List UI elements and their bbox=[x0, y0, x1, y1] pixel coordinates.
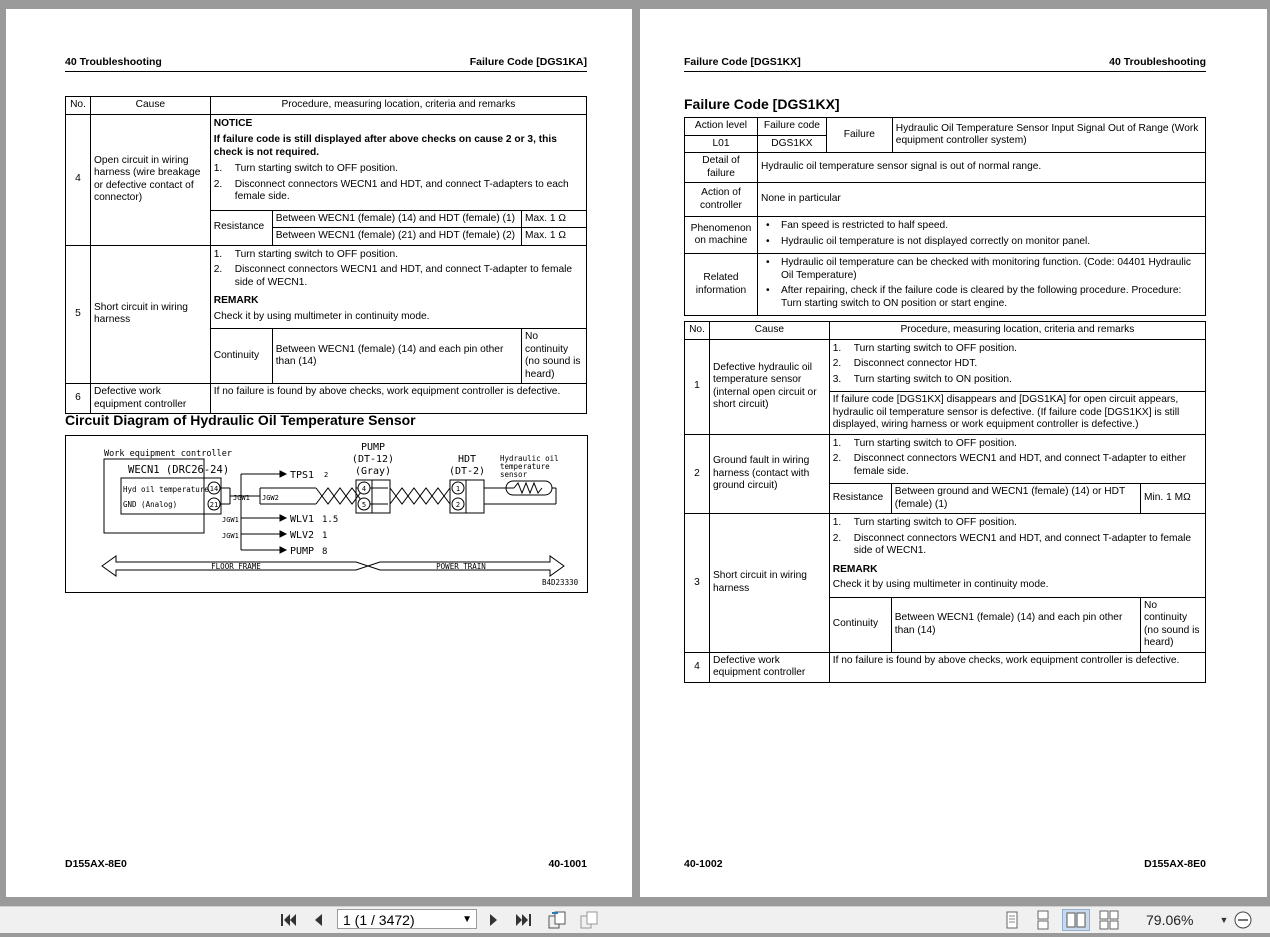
check-item: Between WECN1 (female) (21) and HDT (female) (2) bbox=[272, 228, 521, 246]
detail: Hydraulic oil temperature sensor signal is out of normal range. bbox=[757, 153, 1205, 183]
row-no: 4 bbox=[66, 114, 91, 245]
check-value: No continuity (no sound is heard) bbox=[522, 329, 587, 384]
table-header-row bbox=[66, 97, 587, 115]
failure-title: Failure Code [DGS1KX] bbox=[684, 96, 840, 112]
info-row bbox=[685, 118, 1206, 136]
diagram-title: Circuit Diagram of Hydraulic Oil Temperature Sensor bbox=[65, 412, 416, 428]
col-procedure: Procedure, measuring location, criteria and remarks bbox=[210, 97, 586, 115]
check-item: Between WECN1 (female) (14) and each pin other than (14) bbox=[891, 597, 1140, 652]
failure-label: Failure bbox=[826, 118, 892, 153]
zoom-level[interactable]: 79.06% bbox=[1146, 912, 1194, 928]
row-no: 4 bbox=[685, 652, 710, 682]
table-row bbox=[685, 434, 1206, 484]
page-dropdown-icon[interactable]: ▼ bbox=[462, 914, 472, 925]
bullet-item: • After repairing, check if the failure code is cleared by the following procedure. Procedure: Turn starting switch to ON position or start engine. bbox=[761, 285, 1202, 310]
page-footer-left: 40-1002 bbox=[684, 858, 723, 870]
table-row bbox=[66, 384, 587, 414]
jgw2-label: JGW2 bbox=[262, 494, 279, 502]
jgw1c-label: JGW1 bbox=[222, 532, 239, 540]
wlv2-pin: 1 bbox=[322, 531, 328, 541]
sensor-label-1: Hydraulic oil bbox=[500, 454, 559, 463]
step: 2. Disconnect connectors WECN1 and HDT, and connect T-adapter to either female side. bbox=[832, 453, 1186, 477]
table-row bbox=[66, 114, 587, 210]
row-procedure: If no failure is found by above checks, work equipment controller is defective. bbox=[829, 652, 1205, 682]
viewer-toolbar bbox=[0, 906, 1270, 933]
notice-title: NOTICE bbox=[213, 117, 253, 129]
pump-out-label: PUMP bbox=[290, 546, 315, 557]
connector-label: WECN1 (DRC26-24) bbox=[128, 464, 230, 476]
header-rule bbox=[684, 71, 1206, 72]
row-cause: Ground fault in wiring harness (contact with ground circuit) bbox=[709, 434, 829, 514]
page-number-input[interactable] bbox=[337, 909, 477, 929]
floor-frame-label: FLOOR FRAME bbox=[211, 562, 261, 571]
step: 3. Turn starting switch to ON position. bbox=[832, 373, 1012, 385]
row-procedure bbox=[829, 514, 1205, 598]
col-cause: Cause bbox=[709, 322, 829, 340]
phenomenon bbox=[757, 217, 1205, 254]
check-label: Continuity bbox=[829, 597, 891, 652]
page-footer-right: 40-1001 bbox=[548, 858, 587, 870]
row-no: 3 bbox=[685, 514, 710, 653]
step: 1. Turn starting switch to OFF position. bbox=[832, 437, 1018, 449]
step: 2. Disconnect connectors WECN1 and HDT, and connect T-adapter to female side of WECN1. bbox=[832, 532, 1192, 556]
row-result: If failure code [DGS1KX] disappears and [DGS1KA] for open circuit appears, hydraulic oil temperature sensor is defective. (If failure code [DGS1KX] is still displayed, wiring harness or work equipment controller is defective.) bbox=[829, 392, 1205, 435]
col-no: No. bbox=[66, 97, 91, 115]
table-row bbox=[685, 514, 1206, 598]
action-level: L01 bbox=[685, 135, 758, 153]
row-no: 2 bbox=[685, 434, 710, 514]
step: 1. Turn starting switch to OFF position. bbox=[213, 248, 398, 260]
row-procedure bbox=[210, 114, 586, 210]
info-row bbox=[685, 217, 1206, 254]
table-header-row bbox=[685, 322, 1206, 340]
row-procedure bbox=[829, 434, 1205, 484]
info-row bbox=[685, 183, 1206, 217]
hdt-conn: (DT-2) bbox=[448, 466, 486, 477]
circuit-diagram bbox=[65, 435, 588, 593]
check-item: Between ground and WECN1 (female) (14) or HDT (female) (1) bbox=[891, 484, 1140, 514]
pin21-label: 21 bbox=[209, 501, 219, 509]
row-procedure: If no failure is found by above checks, work equipment controller is defective. bbox=[210, 384, 586, 414]
table-row bbox=[66, 245, 587, 329]
wlv1-label: WLV1 bbox=[290, 514, 315, 525]
power-train-label: POWER TRAIN bbox=[436, 562, 486, 571]
go-forward-view-icon[interactable] bbox=[578, 909, 602, 931]
pump-pin-b: 5 bbox=[361, 501, 367, 509]
first-page-icon[interactable] bbox=[277, 909, 299, 931]
row-cause: Short circuit in wiring harness bbox=[709, 514, 829, 653]
check-value: Min. 1 MΩ bbox=[1141, 484, 1206, 514]
next-page-icon[interactable] bbox=[483, 909, 505, 931]
signal-label: Hyd oil temperature bbox=[123, 485, 209, 494]
check-label: Resistance bbox=[210, 210, 272, 245]
phenomenon-label: Phenomenon on machine bbox=[685, 217, 758, 254]
step: 1. Turn starting switch to OFF position. bbox=[832, 342, 1018, 354]
notice-text: If failure code is still displayed after above checks on cause 2 or 3, this check is not required. bbox=[213, 134, 557, 158]
prev-page-icon[interactable] bbox=[307, 909, 329, 931]
check-label: Resistance bbox=[829, 484, 891, 514]
pump-color: (Gray) bbox=[354, 466, 392, 477]
info-row bbox=[685, 153, 1206, 183]
col-procedure: Procedure, measuring location, criteria and remarks bbox=[829, 322, 1205, 340]
check-item: Between WECN1 (female) (14) and each pin other than (14) bbox=[272, 329, 521, 384]
page-header-left: Failure Code [DGS1KX] bbox=[684, 56, 801, 68]
row-cause: Short circuit in wiring harness bbox=[90, 245, 210, 384]
table-row bbox=[685, 652, 1206, 682]
col-no: No. bbox=[685, 322, 710, 340]
row-cause: Defective hydraulic oil temperature sensor (internal open circuit or short circuit) bbox=[709, 339, 829, 434]
controller-label: Work equipment controller bbox=[104, 449, 232, 459]
jgw1-label: JGW1 bbox=[233, 494, 250, 502]
step: 2. Disconnect connector HDT. bbox=[832, 358, 978, 369]
step: 1. Turn starting switch to OFF position. bbox=[213, 163, 398, 174]
cause-table bbox=[684, 321, 1206, 683]
row-procedure bbox=[210, 245, 586, 329]
continuous-page-icon[interactable] bbox=[1031, 909, 1055, 931]
page-number-value: 1 (1 / 3472) bbox=[343, 912, 415, 928]
page-header-right: 40 Troubleshooting bbox=[1109, 56, 1206, 68]
action-label: Action of controller bbox=[685, 183, 758, 217]
cause-table bbox=[65, 96, 587, 414]
failure-code-label: Failure code bbox=[757, 118, 826, 136]
pin14-label: 14 bbox=[209, 485, 219, 493]
row-cause: Open circuit in wiring harness (wire breakage or defective contact of connector) bbox=[90, 114, 210, 245]
check-label: Continuity bbox=[210, 329, 272, 384]
row-no: 6 bbox=[66, 384, 91, 414]
remark-title: REMARK bbox=[832, 563, 878, 575]
remark-title: REMARK bbox=[213, 295, 259, 306]
circuit-diagram-svg bbox=[66, 436, 587, 592]
bullet-item: • Hydraulic oil temperature is not displayed correctly on monitor panel. bbox=[761, 236, 1202, 249]
col-cause: Cause bbox=[90, 97, 210, 115]
step: 2. Disconnect connectors WECN1 and HDT, and connect T-adapter to female side of WECN1. bbox=[213, 264, 573, 288]
remark-text: Check it by using multimeter in continuity mode. bbox=[213, 310, 430, 322]
hdt-pin-b: 2 bbox=[455, 501, 461, 509]
info-row bbox=[685, 254, 1206, 316]
row-no: 1 bbox=[685, 339, 710, 434]
action-level-label: Action level bbox=[685, 118, 758, 136]
sensor-label-3: sensor bbox=[500, 470, 528, 479]
sensor-label-2: temperature bbox=[500, 462, 550, 471]
page-header-right: Failure Code [DGS1KA] bbox=[469, 56, 587, 68]
two-page-icon[interactable] bbox=[1062, 909, 1090, 931]
action: None in particular bbox=[757, 183, 1205, 217]
hdt-pin-a: 1 bbox=[455, 485, 461, 493]
check-value: No continuity (no sound is heard) bbox=[1141, 597, 1206, 652]
related-info bbox=[757, 254, 1205, 316]
jgw1b-label: JGW1 bbox=[222, 516, 239, 524]
remark-text: Check it by using multimeter in continuity mode. bbox=[832, 579, 1049, 590]
bullet-item: • Hydraulic oil temperature can be checked with monitoring function. (Code: 04401 Hydraulic Oil Temperature) bbox=[761, 257, 1202, 282]
row-cause: Defective work equipment controller bbox=[709, 652, 829, 682]
right-page bbox=[640, 9, 1267, 897]
tps1-pin: 2 bbox=[324, 471, 329, 479]
zoom-out-icon[interactable] bbox=[1232, 909, 1254, 931]
left-page bbox=[6, 9, 632, 897]
step: 1. Turn starting switch to OFF position. bbox=[832, 517, 1018, 528]
check-value: Max. 1 Ω bbox=[522, 210, 587, 228]
pump-out-pin: 8 bbox=[322, 547, 328, 557]
header-rule bbox=[65, 71, 587, 72]
single-page-icon[interactable] bbox=[1000, 909, 1024, 931]
pump-name: PUMP bbox=[360, 442, 386, 453]
two-page-continuous-icon[interactable] bbox=[1097, 909, 1121, 931]
page-footer-right: D155AX-8E0 bbox=[1144, 858, 1206, 870]
gnd-label: GND (Analog) bbox=[123, 500, 178, 509]
failure-info-table bbox=[684, 117, 1206, 316]
page-header-left: 40 Troubleshooting bbox=[65, 56, 162, 68]
bullet-item: • Fan speed is restricted to half speed. bbox=[761, 220, 1202, 233]
tps1-label: TPS1 bbox=[290, 470, 315, 481]
go-back-view-icon[interactable] bbox=[546, 909, 570, 931]
row-no: 5 bbox=[66, 245, 91, 384]
related-label: Related information bbox=[685, 254, 758, 316]
failure-desc: Hydraulic Oil Temperature Sensor Input Signal Out of Range (Work equipment controller system) bbox=[892, 118, 1205, 153]
pump-conn: (DT-12) bbox=[351, 454, 395, 465]
check-item: Between WECN1 (female) (14) and HDT (female) (1) bbox=[272, 210, 521, 228]
check-value: Max. 1 Ω bbox=[522, 228, 587, 246]
table-row bbox=[685, 339, 1206, 392]
pump-pin-a: 4 bbox=[361, 485, 367, 493]
detail-label: Detail of failure bbox=[685, 153, 758, 183]
wlv1-pins: 1.5 bbox=[322, 515, 339, 525]
row-procedure bbox=[829, 339, 1205, 392]
page-footer-left: D155AX-8E0 bbox=[65, 858, 127, 870]
wlv2-label: WLV2 bbox=[290, 530, 315, 541]
row-cause: Defective work equipment controller bbox=[90, 384, 210, 414]
diagram-code: B4D23330 bbox=[542, 578, 579, 587]
failure-code: DGS1KX bbox=[757, 135, 826, 153]
step: 2. Disconnect connectors WECN1 and HDT, and connect T-adapters to each female side. bbox=[213, 178, 569, 202]
last-page-icon[interactable] bbox=[513, 909, 537, 931]
hdt-name: HDT bbox=[457, 454, 477, 465]
zoom-dropdown-icon[interactable]: ▼ bbox=[1219, 915, 1229, 925]
